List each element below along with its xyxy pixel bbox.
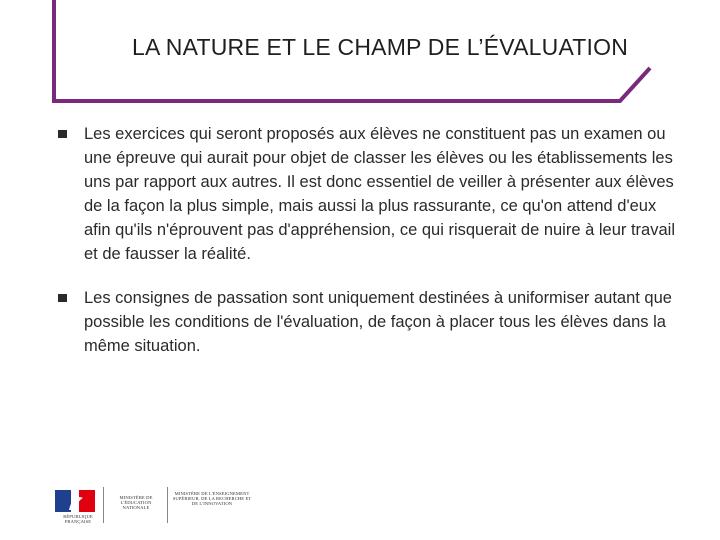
republique-francaise-logo <box>55 487 101 523</box>
slide-content <box>56 122 686 378</box>
bullet-text-2: Les consignes de passation sont uniquement destinées à uniformiser autant que possible les conditions de l'évaluation, de façon à placer tous les élèves dans la même situation. <box>84 289 672 355</box>
logo-divider <box>103 487 104 523</box>
ministere-education-logo: MINISTÈRE DE L'ÉDUCATION NATIONALE <box>119 495 153 511</box>
bullet-text-1: Les exercices qui seront proposés aux élèves ne constituent pas un examen ou une épreuve qui aurait pour objet de classer les élèves ou les établissements les uns par rapport aux autres. Il est donc essentiel de veiller à présenter aux élèves de la façon la plus simple, mais aussi la plus rassurante, ce qu'on attend d'eux afin qu'ils n'éprouvent pas d'appréhension, ce qui risquerait de nuire à leur travail et de fausser la réalité. <box>84 125 675 263</box>
footer-logos <box>55 487 255 523</box>
slide-title: LA NATURE ET LE CHAMP DE L’ÉVALUATION <box>131 34 629 60</box>
bullet-marker <box>58 294 67 302</box>
ministere-enseignement-superieur-logo: MINISTÈRE DE L'ENSEIGNEMENT SUPÉRIEUR, DE LA RECHERCHE ET DE L'INNOVATION <box>172 491 252 507</box>
logo-divider <box>167 487 168 523</box>
bullet-item-2 <box>56 286 686 358</box>
republique-francaise-caption: RÉPUBLIQUE FRANÇAISE <box>63 514 93 525</box>
bullet-item-1 <box>56 122 686 266</box>
bullet-marker <box>58 130 67 138</box>
